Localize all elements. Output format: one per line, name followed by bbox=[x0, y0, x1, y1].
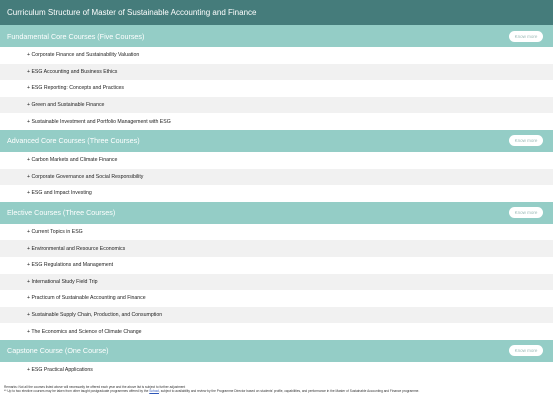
know-more-button[interactable]: Know more bbox=[509, 135, 543, 146]
remarks bbox=[0, 379, 553, 394]
course-item[interactable]: + Carbon Markets and Climate Finance bbox=[27, 157, 118, 164]
course-item[interactable]: + Practicum of Sustainable Accounting and Finance bbox=[27, 295, 146, 302]
section-header bbox=[0, 340, 553, 362]
course-item[interactable]: + ESG Practical Applications bbox=[27, 367, 93, 374]
section-header bbox=[0, 25, 553, 47]
course-item[interactable]: + ESG Regulations and Management bbox=[27, 262, 114, 269]
section-capstone bbox=[0, 340, 553, 379]
course-item[interactable]: + The Economics and Science of Climate Change bbox=[27, 328, 142, 335]
course-item[interactable]: + Environmental and Resource Economics bbox=[0, 240, 553, 257]
course-item[interactable]: + International Study Field Trip bbox=[0, 274, 553, 291]
course-item[interactable]: + Green and Sustainable Finance bbox=[0, 97, 553, 114]
course-item[interactable]: + ESG Accounting and Business Ethics bbox=[0, 64, 553, 81]
remarks-line: Remarks: Not all the courses listed above will necessarily be offered each year and the above list is subject to further adjustment bbox=[4, 384, 186, 389]
know-more-button[interactable]: Know more bbox=[509, 345, 543, 356]
course-item[interactable]: + Sustainable Investment and Portfolio Management with ESG bbox=[27, 118, 171, 125]
school-link[interactable]: School bbox=[149, 388, 159, 393]
course-item[interactable]: + Corporate Governance and Social Responsibility bbox=[0, 169, 553, 186]
section-header bbox=[0, 202, 553, 224]
section-title: Fundamental Core Courses (Five Courses) bbox=[7, 31, 145, 41]
course-item[interactable]: + ESG Reporting: Concepts and Practices bbox=[27, 85, 125, 92]
section-title: Elective Courses (Three Courses) bbox=[7, 208, 116, 218]
footnote-text: , subject to availability and review by the Programme Director based on students' profile, capabilities, and performance in the Master of Sustainable Accounting and Finance programme. bbox=[158, 388, 420, 393]
course-item[interactable]: + Current Topics in ESG bbox=[27, 229, 83, 236]
course-item[interactable]: + Sustainable Supply Chain, Production, and Consumption bbox=[0, 307, 553, 324]
section-fundamental bbox=[0, 25, 553, 130]
remarks-footnote bbox=[4, 389, 549, 393]
section-title: Capstone Course (One Course) bbox=[7, 346, 109, 356]
course-item[interactable]: + Corporate Finance and Sustainability Valuation bbox=[27, 52, 140, 59]
course-item[interactable]: + ESG and Impact Investing bbox=[27, 190, 92, 197]
section-elective bbox=[0, 202, 553, 340]
page-title: Curriculum Structure of Master of Sustainable Accounting and Finance bbox=[0, 0, 553, 25]
know-more-button[interactable]: Know more bbox=[509, 31, 543, 42]
section-advanced bbox=[0, 130, 553, 202]
footnote-text: ** Up to two elective courses may be taken from other taught postgraduate programmes offered by the bbox=[4, 388, 150, 393]
section-title: Advanced Core Courses (Three Courses) bbox=[7, 136, 140, 146]
know-more-button[interactable]: Know more bbox=[509, 207, 543, 218]
section-header bbox=[0, 130, 553, 152]
